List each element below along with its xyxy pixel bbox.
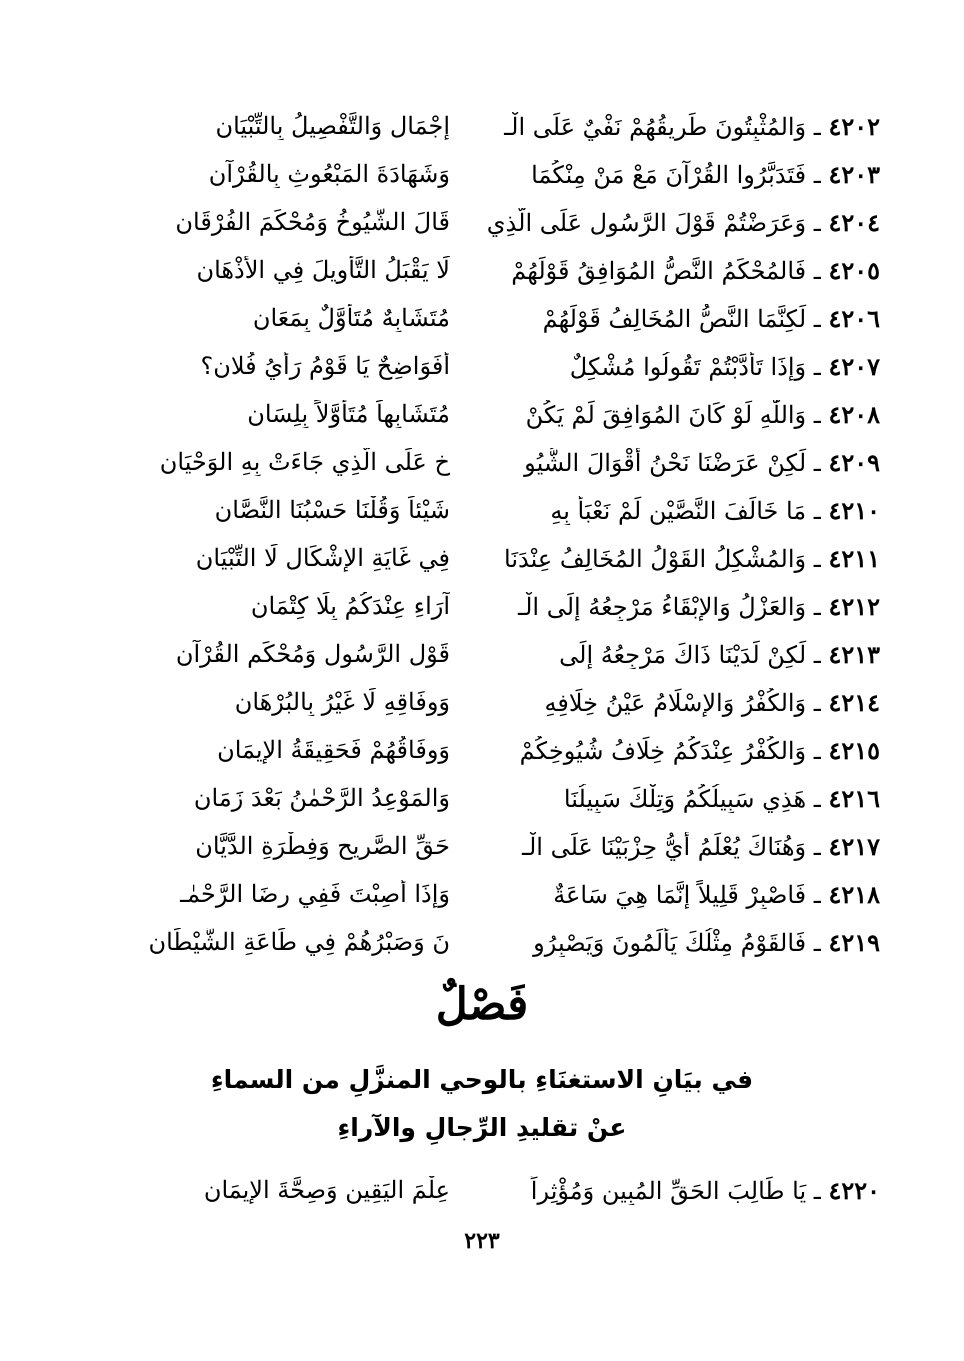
verse-first-hemistich: ٤٢١٥ ـ وَالكُفْرُ عِنْدَكُمُ خِلَافُ شُيُوخِكُمْ [519,735,880,765]
verse-number: ٤٢١٣ [828,639,880,669]
verse-number: ٤٢١٧ [828,831,880,861]
verse-number: ٤٢١٩ [828,927,880,957]
hemistich-text: وَالكُفْرُ وَالإِسْلَامُ عَيْنُ خِلَافِهِ [544,688,807,717]
verse-row [80,198,880,246]
verse-first-hemistich: ٤٢١١ ـ وَالمُشْكِلُ القَوْلُ المُخَالِفُ عِنْدَنَا [504,543,880,573]
verse-first-hemistich: ٤٢١٨ ـ فَاصْبِرْ قَلِيلاً إِنَّمَا هِيَ سَاعَةٌ [553,879,880,909]
verse-list [80,102,880,966]
verse-second-hemistich: عِلْمَ اليَقِينِ وَصِحَّةَ الإِيمَانِ [203,1176,450,1204]
hemistich-text: وَالكُفْرُ عِنْدَكُمُ خِلَافُ شُيُوخِكُمْ [519,736,807,765]
verse-second-hemistich: وَالمَوْعِدُ الرَّحْمٰنُ بَعْدَ زَمَانِ [193,784,450,812]
verse-number: ٤٢١٥ [828,735,880,765]
verse-row [80,150,880,198]
verse-number: ٤٢٠٣ [828,159,880,189]
verse-row [80,630,880,678]
hemistich-text: وَالمُشْكِلُ القَوْلُ المُخَالِفُ عِنْدَنَا [504,544,807,573]
hemistich-text: لَكِنْ عَرَضْنَا نَحْنُ أَقْوَالَ الشُّيُو [524,448,807,477]
verse-second-hemistich: مُتَشَابِهٌ مُتَأَوَّلٌ بِمَعَانِ [252,304,450,332]
verse-first-hemistich: ٤٢٠٤ ـ وَعَرَضْتُمْ قَوْلَ الرَّسُولِ عَلَى الَّذِي [486,207,880,237]
verse-row [80,294,880,342]
verse-number: ٤٢١١ [828,543,880,573]
verse-first-hemistich: ٤٢٠٨ ـ وَاللّٰهِ لَوْ كَانَ المُوَافِقَ لَمْ يَكُنْ [525,399,880,429]
verse-number: ٤٢٠٤ [828,207,880,237]
verse-row [80,486,880,534]
verse-first-hemistich: ٤٢١٦ ـ هَذِي سَبِيلُكُمُ وَتِلْكَ سَبِيلُنَا [563,783,880,813]
verse-first-hemistich: ٤٢١٧ ـ وَهُنَاكَ يُعْلَمُ أَيُّ حِزْبَيْنَا عَلَى الْـ [521,831,880,861]
verse-second-hemistich: وَشَهَادَةَ المَبْعُوثِ بِالقُرْآنِ [208,160,450,188]
verse-number: ٤٢٠٦ [828,303,880,333]
hemistich-text: وَإِذَا تَأَدَّبْتُمْ تَقُولُوا مُشْكِلٌ [569,352,807,381]
verse-first-hemistich: ٤٢١٠ ـ مَا خَالَفَ النَّصَّيْنِ لَمْ نَعْبَأْ بِهِ [550,495,880,525]
verse-second-hemistich: نَ وَصَبْرُهُمْ فِي طَاعَةِ الشَّيْطَانِ [148,928,450,956]
hemistich-text: هَذِي سَبِيلُكُمُ وَتِلْكَ سَبِيلُنَا [563,784,807,813]
hemistich-text: لَكِنْ لَدَيْنَا ذَاكَ مَرْجِعُهُ إِلَى [559,640,807,669]
verse-row [80,1166,880,1214]
verse-second-hemistich: أَفَوَاضِحٌ يَا قَوْمُ رَأْيُ فُلانِ؟ [200,352,450,380]
hemistich-text: وَهُنَاكَ يُعْلَمُ أَيُّ حِزْبَيْنَا عَلَى الْـ [521,832,807,861]
verse-first-hemistich: ٤٢١٢ ـ وَالعَزْلُ وَالإِبْقَاءُ مَرْجِعُهُ إِلَى الْـ [518,591,880,621]
verse-number: ٤٢٠٨ [828,399,880,429]
section-heading-line-1: في بيَانِ الاستغنَاءِ بالوحي المنزَّلِ من السماءِ [210,1065,754,1094]
verse-first-hemistich: ٤٢٠٢ ـ وَالمُثْبِتُونَ طَرِيقُهُمْ نَفْيٌ عَلَى الْـ [504,111,880,141]
verse-first-hemistich: ٤٢١٩ ـ فَالقَوْمُ مِثْلُكَ يَأْلَمُونَ وَيَصْبِرُو [533,927,880,957]
verse-second-hemistich: آرَاءِ عِنْدَكُمُ بِلَا كِتْمَانِ [250,592,450,620]
page-number: ٢٢٣ [464,1228,500,1254]
verse-row [80,246,880,294]
verse-row [80,918,880,966]
section-heading [0,1056,964,1152]
hemistich-text: يَا طَالِبَ الحَقِّ المُبِينِ وَمُؤْثِراً [530,1176,807,1205]
verse-number: ٤٢١٠ [828,495,880,525]
verse-row [80,678,880,726]
verse-first-hemistich: ٤٢١٤ ـ وَالكُفْرُ وَالإِسْلَامُ عَيْنُ خِلَافِهِ [544,687,880,717]
verse-second-hemistich: إجْمَالِ وَالتَّفْصِيلُ بِالتِّبْيَانِ [215,112,450,140]
verse-number: ٤٢١٦ [828,783,880,813]
verse-second-hemistich: وَوِفَاقُهُمْ فَحَقِيقَةُ الإِيمَانِ [217,736,450,764]
verse-second-hemistich: قَالَ الشُّيُوخُ وَمُحْكَمَ الفُرْقَانِ [175,208,450,236]
verse-list-after-heading [80,1166,880,1214]
verse-first-hemistich: ٤٢٠٣ ـ فَتَدَبَّرُوا القُرْآنَ مَعْ مَنْ مِنْكُمَا [531,159,880,189]
verse-second-hemistich: وَإِذَا أُصِبْتَ فَفِي رِضَا الرَّحْمٰـ [180,880,450,908]
section-heading-line-2: عنْ تقليدِ الرِّجالِ والآراءِ [337,1113,627,1142]
verse-first-hemistich: ٤٢٢٠ ـ يَا طَالِبَ الحَقِّ المُبِينِ وَمُؤْثِراً [530,1175,880,1205]
verse-first-hemistich: ٤٢٠٧ ـ وَإِذَا تَأَدَّبْتُمْ تَقُولُوا مُشْكِلٌ [569,351,880,381]
hemistich-text: وَالمُثْبِتُونَ طَرِيقُهُمْ نَفْيٌ عَلَى الْـ [504,112,807,141]
verse-second-hemistich: فِي غَايَةِ الإِشْكَالِ لَا التِّبْيَانِ [195,544,450,572]
verse-second-hemistich: قَوْلِ الرَّسُولِ وَمُحْكَمِ القُرْآنِ [175,640,450,668]
verse-row [80,534,880,582]
hemistich-text: فَاصْبِرْ قَلِيلاً إِنَّمَا هِيَ سَاعَةٌ [553,880,807,909]
verse-number: ٤٢٠٩ [828,447,880,477]
verse-row [80,726,880,774]
verse-row [80,342,880,390]
hemistich-text: مَا خَالَفَ النَّصَّيْنِ لَمْ نَعْبَأْ بِهِ [550,496,807,525]
verse-row [80,582,880,630]
verse-row [80,390,880,438]
verse-number: ٤٢٢٠ [828,1175,880,1205]
verse-row [80,774,880,822]
verse-number: ٤٢١٨ [828,879,880,909]
verse-second-hemistich: لَا يَقْبَلُ التَّأْوِيلَ فِي الأَذْهَانِ [196,256,450,284]
verse-number: ٤٢٠٢ [828,111,880,141]
verse-number: ٤٢١٤ [828,687,880,717]
verse-row [80,870,880,918]
hemistich-text: وَاللّٰهِ لَوْ كَانَ المُوَافِقَ لَمْ يَكُنْ [525,400,807,429]
hemistich-text: فَالقَوْمُ مِثْلُكَ يَأْلَمُونَ وَيَصْبِرُو [533,928,807,957]
verse-row [80,102,880,150]
verse-number: ٤٢١٢ [828,591,880,621]
verse-second-hemistich: وَوِفَاقِهِ لَا غَيْرُ بِالبُرْهَانِ [234,688,450,716]
verse-second-hemistich: خِ عَلَى الَّذِي جَاءَتْ بِهِ الوَحْيَانِ [159,448,450,476]
hemistich-text: فَالمُحْكَمُ النَّصُّ المُوَافِقُ قَوْلَهُمْ [511,256,807,285]
verse-first-hemistich: ٤٢١٣ ـ لَكِنْ لَدَيْنَا ذَاكَ مَرْجِعُهُ إِلَى [559,639,880,669]
verse-first-hemistich: ٤٢٠٥ ـ فَالمُحْكَمُ النَّصُّ المُوَافِقُ قَوْلَهُمْ [511,255,880,285]
verse-number: ٤٢٠٥ [828,255,880,285]
verse-first-hemistich: ٤٢٠٩ ـ لَكِنْ عَرَضْنَا نَحْنُ أَقْوَالَ الشُّيُو [524,447,880,477]
verse-second-hemistich: حَقِّ الصَّرِيحِ وَفِطْرَةِ الدَّيَّانِ [195,832,450,860]
hemistich-text: وَالعَزْلُ وَالإِبْقَاءُ مَرْجِعُهُ إِلَى الْـ [518,592,807,621]
hemistich-text: لَكِنَّمَا النَّصُّ المُخَالِفُ قَوْلَهُمْ [542,304,807,333]
verse-number: ٤٢٠٧ [828,351,880,381]
verse-row [80,438,880,486]
section-ornament-title: فَصْلٌ [435,979,529,1030]
verse-row [80,822,880,870]
verse-first-hemistich: ٤٢٠٦ ـ لَكِنَّمَا النَّصُّ المُخَالِفُ قَوْلَهُمْ [542,303,880,333]
hemistich-text: وَعَرَضْتُمْ قَوْلَ الرَّسُولِ عَلَى الَّذِي [486,208,807,237]
verse-second-hemistich: مُتَشَابِهاً مُتَأَوَّلاً بِلِسَانِ [247,400,450,428]
verse-second-hemistich: شَيْئاً وَقُلْنَا حَسْبُنَا النَّصَّانِ [214,496,450,524]
hemistich-text: فَتَدَبَّرُوا القُرْآنَ مَعْ مَنْ مِنْكُمَا [531,160,807,189]
